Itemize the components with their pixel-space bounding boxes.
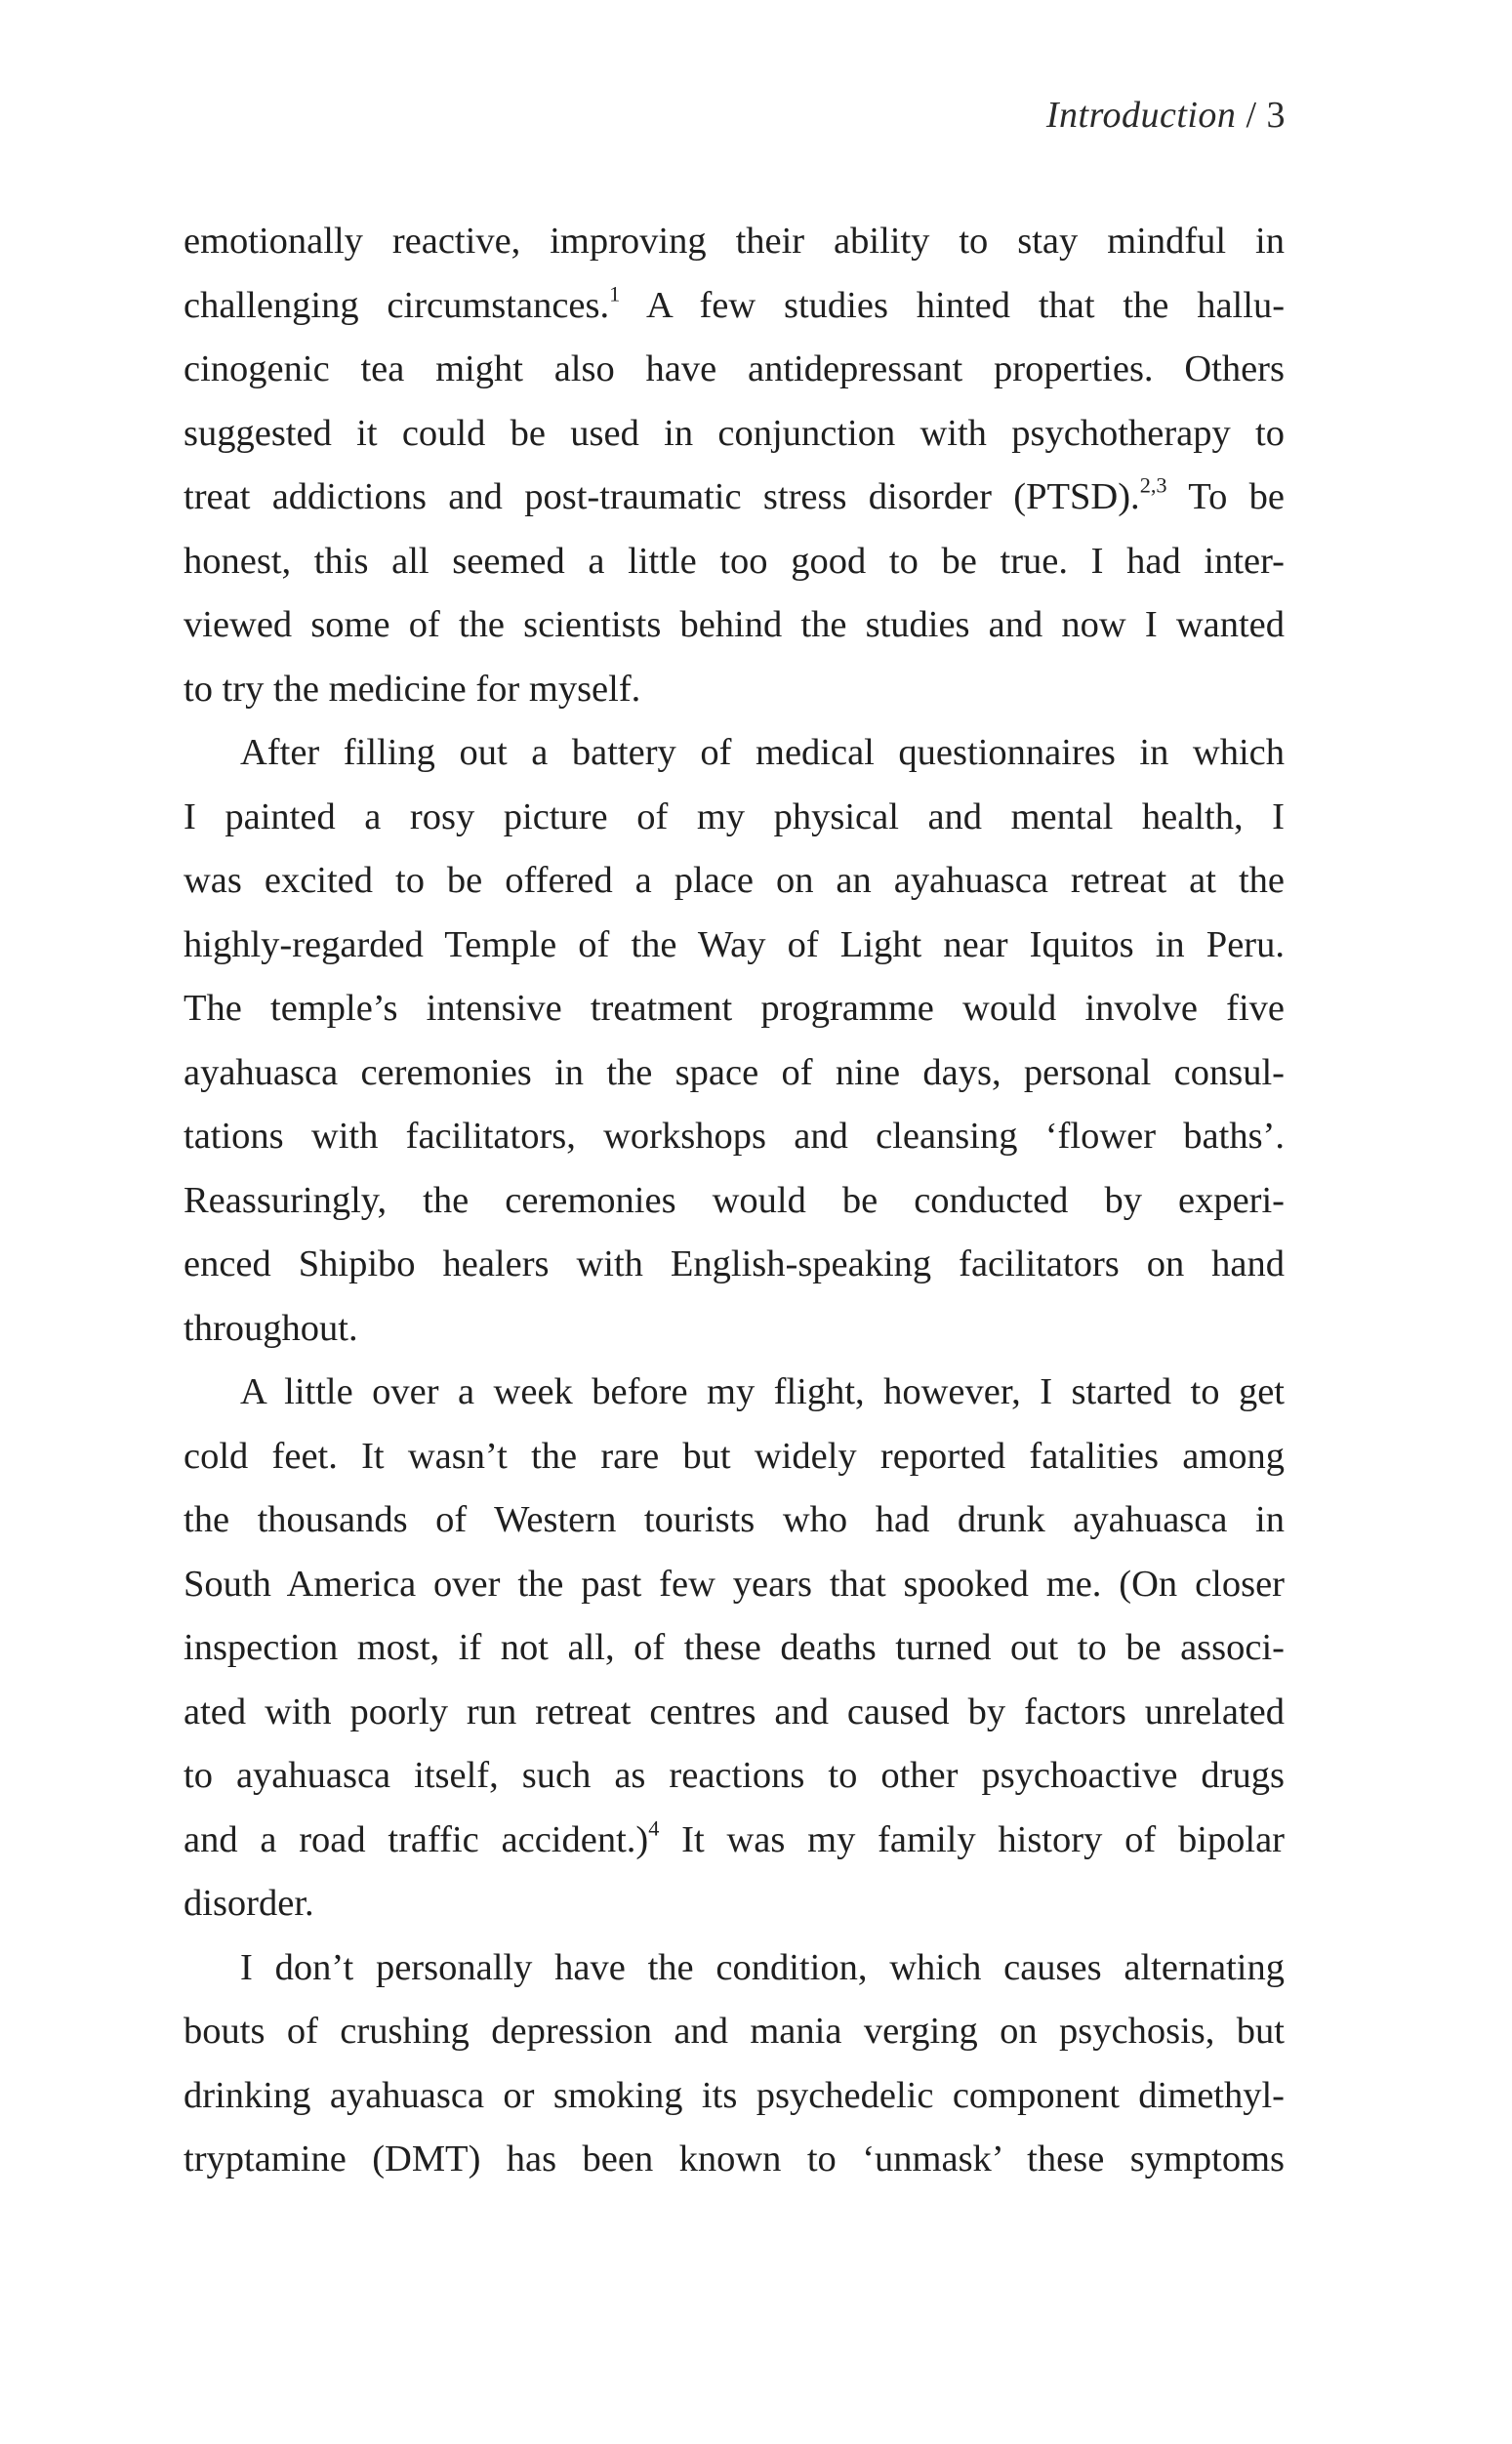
text-run: South America over the past few years that spooked me. (On closer xyxy=(184,1563,1285,1605)
text-run: inspection most, if not all, of these deaths turned out to be associ- xyxy=(184,1627,1285,1668)
text-line xyxy=(184,593,1285,658)
text-run: Reassuringly, the ceremonies would be conducted by experi- xyxy=(184,1179,1285,1221)
running-head xyxy=(1046,94,1286,137)
text-run: the thousands of Western tourists who had drunk ayahuasca in xyxy=(184,1499,1285,1540)
text-run: To be xyxy=(1166,476,1285,517)
text-run: highly-regarded Temple of the Way of Light near Iquitos in Peru. xyxy=(184,923,1285,965)
text-run: The temple’s intensive treatment programme would involve five xyxy=(184,988,1285,1029)
page-number: 3 xyxy=(1266,95,1286,136)
text-run: was excited to be offered a place on an ayahuasca retreat at the xyxy=(184,860,1285,901)
text-line xyxy=(184,786,1285,850)
text-run: suggested it could be used in conjunction with psychotherapy to xyxy=(184,412,1285,454)
text-line xyxy=(184,658,1285,722)
text-line xyxy=(184,849,1285,914)
text-line xyxy=(184,274,1285,339)
text-run: to ayahuasca itself, such as reactions to other psychoactive drugs xyxy=(184,1755,1285,1796)
text-run: and a road traffic accident.) xyxy=(184,1818,649,1860)
text-line xyxy=(184,977,1285,1041)
text-line xyxy=(184,914,1285,978)
footnote-marker: 1 xyxy=(609,280,621,306)
text-line xyxy=(184,1681,1285,1745)
text-line xyxy=(184,1169,1285,1234)
text-line xyxy=(184,1361,1285,1425)
text-run: disorder. xyxy=(184,1883,314,1924)
text-run: cinogenic tea might also have antidepressant properties. Others xyxy=(184,348,1285,389)
text-run: honest, this all seemed a little too good to be true. I had inter- xyxy=(184,540,1285,582)
text-line xyxy=(184,402,1285,467)
text-line xyxy=(184,2128,1285,2192)
text-run: throughout. xyxy=(184,1307,358,1349)
text-run: After filling out a battery of medical questionnaires in which xyxy=(240,732,1285,773)
text-line xyxy=(184,1233,1285,1297)
text-line xyxy=(184,1425,1285,1489)
paragraph xyxy=(184,1361,1285,1936)
text-run: A little over a week before my flight, however, I started to get xyxy=(240,1371,1285,1412)
text-run: ayahuasca ceremonies in the space of nine days, personal consul- xyxy=(184,1051,1285,1093)
text-line xyxy=(184,2064,1285,2129)
text-line xyxy=(184,530,1285,594)
text-run: enced Shipibo healers with English-speaking facilitators on hand xyxy=(184,1243,1285,1284)
text-run: ated with poorly run retreat centres and caused by factors unrelated xyxy=(184,1690,1285,1732)
text-run: emotionally reactive, improving their ability to stay mindful in xyxy=(184,221,1285,262)
text-line xyxy=(184,1297,1285,1362)
paragraph xyxy=(184,1936,1285,2192)
text-run: tryptamine (DMT) has been known to ‘unmask’ these symptoms xyxy=(184,2138,1285,2179)
text-line xyxy=(184,721,1285,786)
text-run: tations with facilitators, workshops and cleansing ‘flower baths’. xyxy=(184,1116,1285,1157)
text-line xyxy=(184,210,1285,274)
paragraph xyxy=(184,721,1285,1361)
text-line xyxy=(184,1488,1285,1553)
text-line xyxy=(184,2000,1285,2064)
paragraph xyxy=(184,210,1285,721)
chapter-title: Introduction xyxy=(1045,95,1237,136)
body-text xyxy=(184,210,1285,2192)
text-run: treat addictions and post-traumatic stress disorder (PTSD). xyxy=(184,476,1140,517)
footnote-marker: 4 xyxy=(648,1814,660,1840)
footnote-marker: 2,3 xyxy=(1139,472,1167,498)
text-line xyxy=(184,466,1285,530)
text-line xyxy=(184,1616,1285,1681)
text-line xyxy=(184,1936,1285,2001)
text-line xyxy=(184,1105,1285,1169)
text-run: I painted a rosy picture of my physical and mental health, I xyxy=(184,795,1285,837)
text-run: A few studies hinted that the hallu- xyxy=(620,284,1286,326)
text-run: challenging circumstances. xyxy=(184,284,610,326)
text-line xyxy=(184,1553,1285,1617)
text-line xyxy=(184,1872,1285,1936)
text-run: I don’t personally have the condition, which causes alternating xyxy=(240,1946,1285,1988)
text-run: viewed some of the scientists behind the studies and now I wanted xyxy=(184,604,1285,645)
text-run: drinking ayahuasca or smoking its psychedelic component dimethyl- xyxy=(184,2074,1285,2116)
text-line xyxy=(184,1041,1285,1106)
text-line xyxy=(184,1744,1285,1809)
running-head-separator: / xyxy=(1236,95,1267,136)
text-line xyxy=(184,338,1285,402)
text-run: cold feet. It wasn’t the rare but widely reported fatalities among xyxy=(184,1435,1285,1477)
text-run: It was my family history of bipolar xyxy=(659,1818,1286,1860)
text-line xyxy=(184,1809,1285,1873)
text-run: to try the medicine for myself. xyxy=(184,668,641,710)
text-run: bouts of crushing depression and mania verging on psychosis, but xyxy=(184,2011,1285,2052)
